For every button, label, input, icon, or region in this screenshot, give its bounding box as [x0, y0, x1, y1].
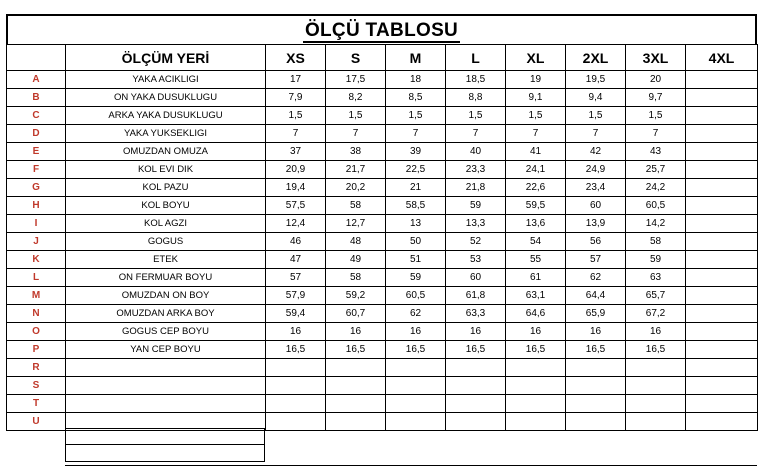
- letter-header-cell: [7, 45, 66, 71]
- size-value-cell: 59: [446, 197, 506, 215]
- size-value-cell: 20,9: [266, 161, 326, 179]
- row-letter: N: [7, 305, 66, 323]
- row-letter: A: [7, 71, 66, 89]
- size-value-cell: [326, 377, 386, 395]
- table-row: [7, 323, 758, 341]
- size-value-cell: [686, 269, 758, 287]
- measurement-label: KOL EVI DIK: [66, 161, 266, 179]
- size-value-cell: 8,8: [446, 89, 506, 107]
- size-value-cell: 24,2: [626, 179, 686, 197]
- size-value-cell: 59: [386, 269, 446, 287]
- size-value-cell: 23,4: [566, 179, 626, 197]
- measurement-label: ETEK: [66, 251, 266, 269]
- size-chart-sheet: [6, 14, 757, 431]
- size-value-cell: 16: [626, 323, 686, 341]
- size-header-m: M: [386, 45, 446, 71]
- size-value-cell: 16,5: [626, 341, 686, 359]
- bottom-border: [65, 465, 757, 466]
- size-value-cell: 57: [266, 269, 326, 287]
- size-value-cell: 22,5: [386, 161, 446, 179]
- size-value-cell: 60,5: [626, 197, 686, 215]
- size-value-cell: [386, 395, 446, 413]
- size-value-cell: 61: [506, 269, 566, 287]
- measurement-label: YAKA ACIKLIGI: [66, 71, 266, 89]
- size-value-cell: 60: [446, 269, 506, 287]
- table-row: [7, 89, 758, 107]
- size-value-cell: 8,2: [326, 89, 386, 107]
- size-value-cell: 60,5: [386, 287, 446, 305]
- header-row: [7, 45, 758, 71]
- size-value-cell: 50: [386, 233, 446, 251]
- size-value-cell: 16: [266, 323, 326, 341]
- size-value-cell: 16,5: [506, 341, 566, 359]
- measurement-label: ON YAKA DUSUKLUGU: [66, 89, 266, 107]
- table-row: [7, 161, 758, 179]
- size-value-cell: 19,5: [566, 71, 626, 89]
- size-value-cell: 41: [506, 143, 566, 161]
- size-value-cell: 1,5: [506, 107, 566, 125]
- size-value-cell: [386, 359, 446, 377]
- size-value-cell: [686, 251, 758, 269]
- size-header-4xl: 4XL: [686, 45, 758, 71]
- measurement-label: KOL PAZU: [66, 179, 266, 197]
- size-value-cell: 7: [266, 125, 326, 143]
- size-value-cell: 43: [626, 143, 686, 161]
- size-value-cell: 37: [266, 143, 326, 161]
- size-value-cell: 40: [446, 143, 506, 161]
- size-value-cell: 67,2: [626, 305, 686, 323]
- size-value-cell: 16,5: [386, 341, 446, 359]
- size-value-cell: [446, 395, 506, 413]
- size-value-cell: 58: [326, 197, 386, 215]
- table-row: [7, 251, 758, 269]
- size-value-cell: 18: [386, 71, 446, 89]
- size-value-cell: 12,7: [326, 215, 386, 233]
- measurement-label: [66, 395, 266, 413]
- measurement-label: GOGUS: [66, 233, 266, 251]
- row-letter: S: [7, 377, 66, 395]
- row-letter: L: [7, 269, 66, 287]
- measurement-label: YAKA YUKSEKLIGI: [66, 125, 266, 143]
- table-row: [7, 143, 758, 161]
- size-value-cell: [686, 359, 758, 377]
- table-row: [7, 179, 758, 197]
- table-row: [7, 287, 758, 305]
- size-value-cell: 57: [566, 251, 626, 269]
- size-value-cell: [686, 143, 758, 161]
- size-value-cell: 48: [326, 233, 386, 251]
- table-row: [7, 341, 758, 359]
- measurement-label: YAN CEP BOYU: [66, 341, 266, 359]
- size-value-cell: [266, 359, 326, 377]
- size-value-cell: 17,5: [326, 71, 386, 89]
- size-value-cell: 21,8: [446, 179, 506, 197]
- size-value-cell: 1,5: [566, 107, 626, 125]
- size-value-cell: 63: [626, 269, 686, 287]
- size-value-cell: [266, 395, 326, 413]
- size-value-cell: [686, 323, 758, 341]
- row-letter: B: [7, 89, 66, 107]
- size-value-cell: 59,2: [326, 287, 386, 305]
- row-letter: P: [7, 341, 66, 359]
- size-value-cell: 7: [506, 125, 566, 143]
- row-letter: G: [7, 179, 66, 197]
- size-value-cell: 58: [326, 269, 386, 287]
- size-value-cell: 1,5: [386, 107, 446, 125]
- measurement-label: OMUZDAN ON BOY: [66, 287, 266, 305]
- footer-cell-2: [65, 445, 265, 462]
- size-value-cell: 20,2: [326, 179, 386, 197]
- size-value-cell: [686, 305, 758, 323]
- size-value-cell: [686, 125, 758, 143]
- measurement-header: ÖLÇÜM YERİ: [66, 45, 266, 71]
- size-value-cell: 54: [506, 233, 566, 251]
- table-row: [7, 269, 758, 287]
- table-row: [7, 395, 758, 413]
- measurement-label: ON FERMUAR BOYU: [66, 269, 266, 287]
- size-value-cell: 49: [326, 251, 386, 269]
- size-value-cell: 13,6: [506, 215, 566, 233]
- size-value-cell: 59,4: [266, 305, 326, 323]
- measurement-label: KOL BOYU: [66, 197, 266, 215]
- chart-title-row: [6, 14, 757, 44]
- size-value-cell: [506, 413, 566, 431]
- size-value-cell: [386, 413, 446, 431]
- size-value-cell: [506, 377, 566, 395]
- size-value-cell: 21: [386, 179, 446, 197]
- size-value-cell: 22,6: [506, 179, 566, 197]
- size-value-cell: 52: [446, 233, 506, 251]
- size-value-cell: 19,4: [266, 179, 326, 197]
- size-value-cell: 16,5: [566, 341, 626, 359]
- table-row: [7, 305, 758, 323]
- size-value-cell: 13,9: [566, 215, 626, 233]
- footer-box: [65, 428, 265, 462]
- size-value-cell: [686, 215, 758, 233]
- size-value-cell: 61,8: [446, 287, 506, 305]
- row-letter: O: [7, 323, 66, 341]
- size-value-cell: [686, 161, 758, 179]
- row-letter: H: [7, 197, 66, 215]
- size-value-cell: 51: [386, 251, 446, 269]
- size-value-cell: 9,1: [506, 89, 566, 107]
- table-row: [7, 71, 758, 89]
- table-row: [7, 107, 758, 125]
- size-value-cell: 58: [626, 233, 686, 251]
- size-value-cell: [266, 413, 326, 431]
- size-value-cell: 64,4: [566, 287, 626, 305]
- size-value-cell: 16: [386, 323, 446, 341]
- table-row: [7, 359, 758, 377]
- size-value-cell: [686, 179, 758, 197]
- size-value-cell: 1,5: [326, 107, 386, 125]
- table-row: [7, 233, 758, 251]
- row-letter: J: [7, 233, 66, 251]
- size-value-cell: [626, 377, 686, 395]
- size-value-cell: [326, 359, 386, 377]
- size-value-cell: [626, 395, 686, 413]
- measurement-label: GOGUS CEP BOYU: [66, 323, 266, 341]
- size-value-cell: 62: [386, 305, 446, 323]
- size-value-cell: 9,7: [626, 89, 686, 107]
- size-value-cell: 7: [326, 125, 386, 143]
- size-header-l: L: [446, 45, 506, 71]
- size-value-cell: 57,9: [266, 287, 326, 305]
- size-table: [6, 44, 758, 431]
- size-value-cell: 64,6: [506, 305, 566, 323]
- size-value-cell: [566, 377, 626, 395]
- size-value-cell: 55: [506, 251, 566, 269]
- size-value-cell: [566, 395, 626, 413]
- size-value-cell: 21,7: [326, 161, 386, 179]
- size-value-cell: 63,1: [506, 287, 566, 305]
- size-value-cell: 18,5: [446, 71, 506, 89]
- size-value-cell: 58,5: [386, 197, 446, 215]
- row-letter: K: [7, 251, 66, 269]
- size-value-cell: [686, 395, 758, 413]
- size-value-cell: 13,3: [446, 215, 506, 233]
- size-value-cell: [686, 341, 758, 359]
- size-value-cell: 53: [446, 251, 506, 269]
- size-header-xl: XL: [506, 45, 566, 71]
- row-letter: U: [7, 413, 66, 431]
- size-value-cell: [626, 413, 686, 431]
- row-letter: F: [7, 161, 66, 179]
- size-value-cell: 38: [326, 143, 386, 161]
- size-value-cell: 13: [386, 215, 446, 233]
- size-value-cell: 57,5: [266, 197, 326, 215]
- table-row: [7, 377, 758, 395]
- size-value-cell: 14,2: [626, 215, 686, 233]
- size-header-3xl: 3XL: [626, 45, 686, 71]
- size-value-cell: 12,4: [266, 215, 326, 233]
- size-value-cell: 1,5: [266, 107, 326, 125]
- size-value-cell: [506, 359, 566, 377]
- measurement-label: [66, 377, 266, 395]
- size-value-cell: 24,1: [506, 161, 566, 179]
- size-value-cell: 65,7: [626, 287, 686, 305]
- size-value-cell: 1,5: [626, 107, 686, 125]
- size-value-cell: [686, 197, 758, 215]
- size-value-cell: 16: [326, 323, 386, 341]
- measurement-label: ARKA YAKA DUSUKLUGU: [66, 107, 266, 125]
- size-value-cell: 7: [626, 125, 686, 143]
- size-value-cell: 42: [566, 143, 626, 161]
- size-value-cell: [446, 377, 506, 395]
- measurement-label: OMUZDAN ARKA BOY: [66, 305, 266, 323]
- size-value-cell: 7: [386, 125, 446, 143]
- size-value-cell: 65,9: [566, 305, 626, 323]
- size-value-cell: [446, 413, 506, 431]
- measurement-label: OMUZDAN OMUZA: [66, 143, 266, 161]
- size-value-cell: [686, 71, 758, 89]
- size-value-cell: 7,9: [266, 89, 326, 107]
- size-value-cell: [266, 377, 326, 395]
- chart-title: ÖLÇÜ TABLOSU: [304, 20, 459, 41]
- size-value-cell: [386, 377, 446, 395]
- size-value-cell: [686, 233, 758, 251]
- row-letter: T: [7, 395, 66, 413]
- size-value-cell: 20: [626, 71, 686, 89]
- size-value-cell: [326, 395, 386, 413]
- measurement-label: [66, 359, 266, 377]
- row-letter: R: [7, 359, 66, 377]
- size-value-cell: 62: [566, 269, 626, 287]
- measurement-label: KOL AGZI: [66, 215, 266, 233]
- size-value-cell: 17: [266, 71, 326, 89]
- table-row: [7, 215, 758, 233]
- size-header-2xl: 2XL: [566, 45, 626, 71]
- size-value-cell: [686, 89, 758, 107]
- size-header-xs: XS: [266, 45, 326, 71]
- size-value-cell: [686, 287, 758, 305]
- size-value-cell: [626, 359, 686, 377]
- size-value-cell: 16: [506, 323, 566, 341]
- size-value-cell: 39: [386, 143, 446, 161]
- size-value-cell: 16,5: [326, 341, 386, 359]
- row-letter: M: [7, 287, 66, 305]
- size-value-cell: [566, 413, 626, 431]
- size-value-cell: 63,3: [446, 305, 506, 323]
- size-value-cell: [566, 359, 626, 377]
- size-value-cell: 16: [566, 323, 626, 341]
- size-value-cell: 59: [626, 251, 686, 269]
- size-value-cell: 24,9: [566, 161, 626, 179]
- row-letter: E: [7, 143, 66, 161]
- row-letter: D: [7, 125, 66, 143]
- size-value-cell: [326, 413, 386, 431]
- size-value-cell: 9,4: [566, 89, 626, 107]
- size-value-cell: 16: [446, 323, 506, 341]
- size-value-cell: 25,7: [626, 161, 686, 179]
- size-value-cell: 60: [566, 197, 626, 215]
- size-value-cell: 19: [506, 71, 566, 89]
- footer-cell-1: [65, 428, 265, 445]
- table-row: [7, 125, 758, 143]
- size-value-cell: 7: [446, 125, 506, 143]
- size-value-cell: 7: [566, 125, 626, 143]
- size-value-cell: 56: [566, 233, 626, 251]
- row-letter: I: [7, 215, 66, 233]
- table-row: [7, 197, 758, 215]
- size-value-cell: 46: [266, 233, 326, 251]
- size-value-cell: [686, 413, 758, 431]
- size-value-cell: 23,3: [446, 161, 506, 179]
- size-value-cell: [446, 359, 506, 377]
- row-letter: C: [7, 107, 66, 125]
- size-value-cell: 47: [266, 251, 326, 269]
- size-value-cell: 16,5: [266, 341, 326, 359]
- size-value-cell: [686, 377, 758, 395]
- size-header-s: S: [326, 45, 386, 71]
- size-value-cell: [506, 395, 566, 413]
- size-value-cell: [686, 107, 758, 125]
- size-value-cell: 16,5: [446, 341, 506, 359]
- size-value-cell: 1,5: [446, 107, 506, 125]
- size-value-cell: 59,5: [506, 197, 566, 215]
- size-value-cell: 60,7: [326, 305, 386, 323]
- size-value-cell: 8,5: [386, 89, 446, 107]
